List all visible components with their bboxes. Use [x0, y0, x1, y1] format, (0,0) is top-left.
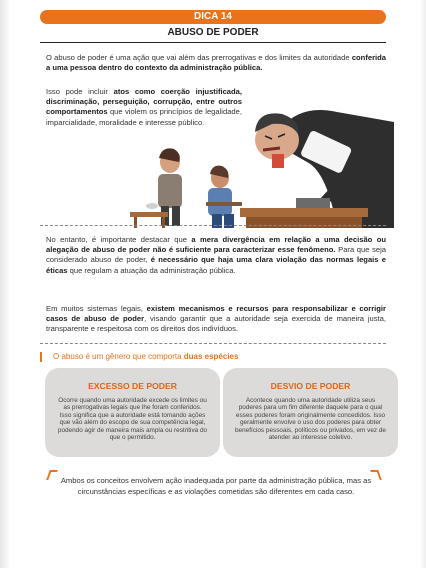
excess-of-power-card	[45, 368, 220, 457]
tip-badge: DICA 14	[40, 10, 386, 24]
middle-paragraph-2: Em muitos sistemas legais, existem mecanismos e recursos para responsabilizar e corrigir casos de abuso de poder, visando garantir que a autoridade seja exercida de maneira justa, transparente e respeitosa com os direitos dos indivíduos.	[46, 304, 387, 334]
page-edge-left	[0, 0, 9, 568]
card-body: Acontece quando uma autoridade utiliza seus poderes para um fim diferente daquele para o qual esses poderes foram originalmente concedidos. Isso geralmente envolve o uso dos poderes para obter benefícios pessoais, políticos ou privados, em vez de atender ao interesse coletivo.	[235, 397, 386, 442]
page-edge-right	[420, 0, 426, 568]
section-separator-1	[40, 225, 386, 226]
section-separator-2	[40, 343, 386, 344]
deviation-of-power-card	[223, 368, 398, 457]
intro-paragraph-1: O abuso de poder é uma ação que vai além das prerrogativas e dos limites da autoridade conferida a uma pessoa dentro do contexto da administração pública.	[46, 53, 386, 73]
page-title: ABUSO DE PODER	[167, 27, 259, 38]
species-heading: O abuso é um gênero que comporta duas espécies	[53, 352, 239, 361]
intro-paragraph-2: Isso pode incluir atos como coerção injustificada, discriminação, perseguição, corrupção, entre outros comportamentos que violem os princípios de legalidade, imparcialidade, moralidade e interesse público.	[46, 87, 242, 127]
seated-citizen-figure	[206, 166, 242, 228]
card-body: Ocorre quando uma autoridade excede os limites ou as prerrogativas legais que lhe foram conferidos. Isso significa que a autoridade está tomando ações que vão além do escopo de sua competência legal, podendo agir de maneira mais ampla ou restritiva do que o permitido.	[57, 397, 208, 442]
middle-paragraph-1: No entanto, é importante destacar que a mera divergência em relação a uma decisão ou alegação de abuso de poder não é suficiente para caracterizar esse fenômeno. Para que seja considerado abuso de poder, é necessário que haja uma clara violação das normas legais e éticas que regulam a atuação da administração pública.	[46, 235, 386, 275]
species-accent-mark	[40, 352, 52, 362]
card-title: DESVIO DE PODER	[270, 381, 351, 391]
conclusion-text: Ambos os conceitos envolvem ação inadequada por parte da administração pública, mas as circunstâncias específicas e as violações cometidas são diferentes em cada caso.	[60, 476, 372, 497]
title-underline	[40, 42, 386, 43]
abuse-illustration	[122, 92, 394, 228]
card-title: EXCESSO DE PODER	[88, 381, 177, 391]
